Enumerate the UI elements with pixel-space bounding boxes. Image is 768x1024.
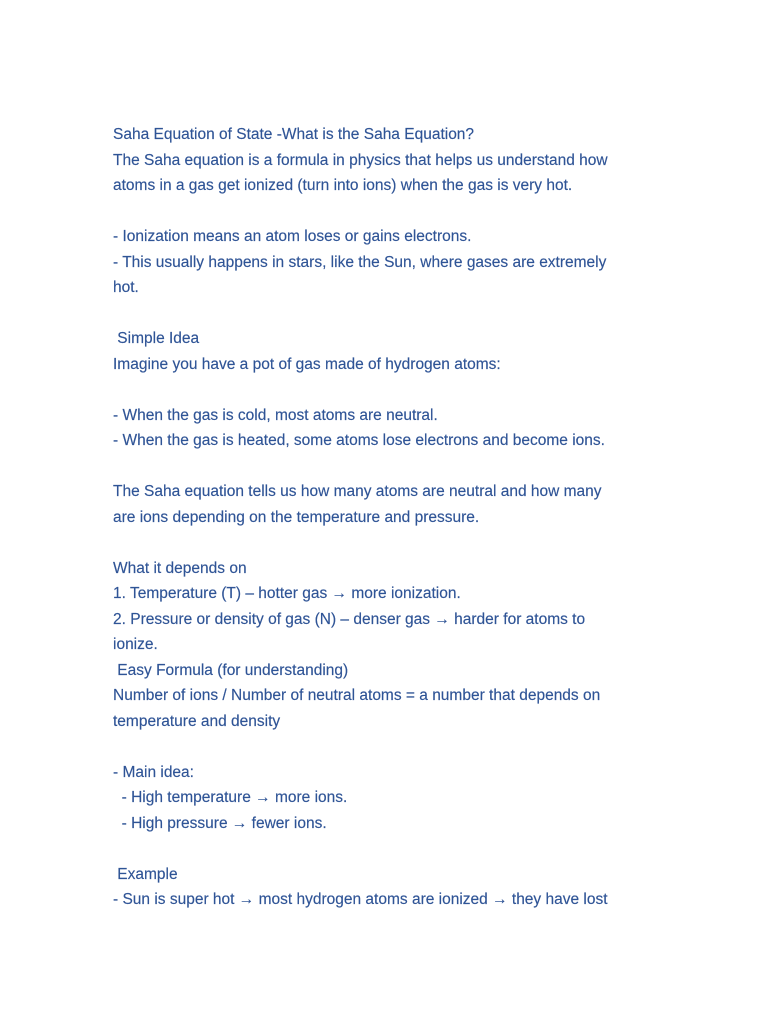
text-line: Number of ions / Number of neutral atoms = a number that depends on <box>113 687 601 704</box>
blank-line <box>113 734 713 760</box>
section-heading: Easy Formula (for understanding) <box>113 661 349 679</box>
text-line: The Saha equation tells us how many atoms are neutral and how many <box>113 483 602 500</box>
section-heading: Simple Idea <box>113 330 200 347</box>
text-line: atoms in a gas get ionized (turn into ions) when the gas is very hot. <box>113 177 573 194</box>
text-line: - Ionization means an atom loses or gains electrons. <box>113 228 472 245</box>
text-line: - When the gas is cold, most atoms are neutral. <box>113 406 438 424</box>
text-line: - High pressure → fewer ions. <box>113 814 327 832</box>
text-line: The Saha equation is a formula in physics that helps us understand how <box>113 151 608 169</box>
text-line: - When the gas is heated, some atoms lose electrons and become ions. <box>113 432 605 449</box>
text-line: temperature and density <box>113 712 281 730</box>
text-line: 2. Pressure or density of gas (N) – denser gas → harder for atoms to <box>113 610 586 628</box>
section-heading: What it depends on <box>113 559 247 577</box>
blank-line <box>113 301 713 327</box>
text-line: hot. <box>113 279 139 296</box>
text-line: - This usually happens in stars, like the Sun, where gases are extremely <box>113 253 607 271</box>
text-line: - Main idea: <box>113 763 194 781</box>
text-line: 1. Temperature (T) – hotter gas → more ionization. <box>113 585 461 602</box>
text-line: - High temperature → more ions. <box>113 789 348 806</box>
blank-line <box>113 377 713 403</box>
section-heading: Example <box>113 865 178 883</box>
blank-line <box>113 199 713 225</box>
title-line: Saha Equation of State -What is the Saha Equation? <box>113 126 475 143</box>
document-text <box>113 122 713 913</box>
text-line: - Sun is super hot → most hydrogen atoms are ionized → they have lost <box>113 891 608 908</box>
text-line: Imagine you have a pot of gas made of hydrogen atoms: <box>113 355 501 373</box>
blank-line <box>113 454 713 480</box>
text-line: ionize. <box>113 636 158 653</box>
blank-line <box>113 530 713 556</box>
blank-line <box>113 836 713 862</box>
text-line: are ions depending on the temperature and pressure. <box>113 508 480 526</box>
